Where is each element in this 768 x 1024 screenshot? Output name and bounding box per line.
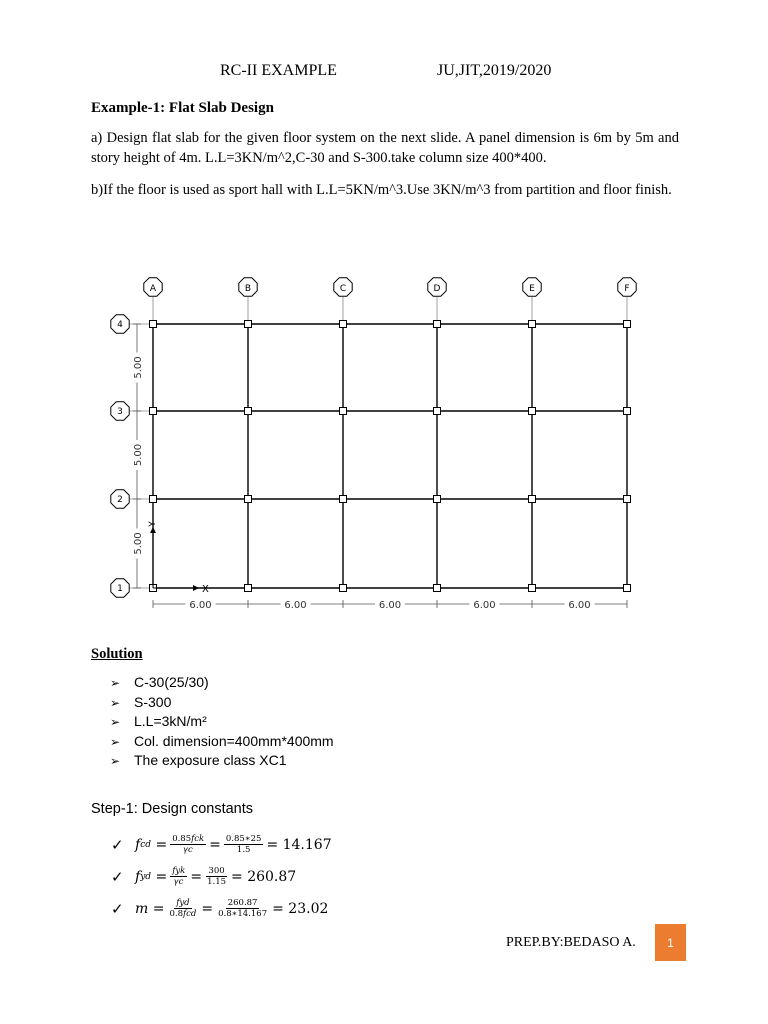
floor-grid-plan bbox=[100, 268, 660, 618]
given-data-list bbox=[110, 673, 334, 771]
column-square bbox=[434, 585, 441, 592]
column-square bbox=[245, 585, 252, 592]
grid-label-row: 3 bbox=[117, 407, 123, 417]
column-square bbox=[150, 321, 157, 328]
axis-y-label: Y bbox=[148, 521, 158, 527]
page-number-badge: 1 bbox=[655, 924, 686, 961]
dimension-label-x: 6.00 bbox=[284, 600, 307, 611]
column-square bbox=[340, 321, 347, 328]
column-square bbox=[245, 408, 252, 415]
arrow-bullet-icon: ➢ bbox=[110, 715, 121, 729]
column-square bbox=[624, 496, 631, 503]
dimension-label-y: 5.00 bbox=[133, 356, 144, 379]
dimension-label-x: 6.00 bbox=[473, 600, 496, 611]
example-title: Example-1: Flat Slab Design bbox=[91, 100, 274, 116]
problem-part-b: b)If the floor is used as sport hall with L.L=5KN/m^3.Use 3KN/m^3 from partition and floor finish. bbox=[91, 182, 672, 198]
grid-label-row: 1 bbox=[117, 584, 123, 594]
step-1-heading: Step-1: Design constants bbox=[91, 801, 254, 817]
grid-label-col: E bbox=[529, 284, 535, 294]
dimension-label-x: 6.00 bbox=[378, 600, 402, 611]
arrow-bullet-icon: ➢ bbox=[110, 676, 121, 690]
grid-label-col: F bbox=[624, 284, 630, 294]
axis-x-arrowhead bbox=[193, 585, 199, 591]
grid-label-col: A bbox=[149, 284, 157, 294]
column-square bbox=[434, 496, 441, 503]
grid-label-row: 4 bbox=[117, 320, 123, 330]
column-square bbox=[434, 321, 441, 328]
column-square bbox=[150, 496, 157, 503]
list-item: ➢ C-30(25/30) bbox=[110, 673, 334, 693]
axis-x-label: X bbox=[202, 584, 209, 595]
column-square bbox=[150, 408, 157, 415]
footer-author: PREP.BY:BEDASO A. bbox=[506, 935, 636, 950]
column-square bbox=[529, 408, 536, 415]
arrow-bullet-icon: ➢ bbox=[110, 695, 121, 710]
dimension-label-y: 5.00 bbox=[133, 443, 144, 467]
column-square bbox=[529, 321, 536, 328]
checkmark-icon: ✓ bbox=[111, 868, 124, 886]
dimension-label-x: 6.00 bbox=[568, 600, 591, 611]
checkmark-icon: ✓ bbox=[111, 900, 124, 918]
column-square bbox=[624, 321, 631, 328]
axis-y-arrowhead bbox=[150, 527, 156, 533]
column-square bbox=[624, 585, 631, 592]
arrow-bullet-icon: ➢ bbox=[110, 754, 121, 768]
column-square bbox=[529, 496, 536, 503]
column-square bbox=[529, 585, 536, 592]
column-square bbox=[624, 408, 631, 415]
grid-label-row: 2 bbox=[117, 495, 123, 505]
problem-part-a: a) Design flat slab for the given floor system on the next slide. A panel dimension is 6m by 5m and story height of 4m. L.L=3KN/m^2,C-30 and S-300.take column size 400*400. bbox=[91, 130, 679, 166]
column-square bbox=[340, 408, 347, 415]
list-item: ➢ Col. dimension=400mm*400mm bbox=[110, 732, 334, 752]
header-institution: JU,JIT,2019/2020 bbox=[437, 62, 552, 79]
column-square bbox=[245, 321, 252, 328]
column-square bbox=[434, 408, 441, 415]
solution-heading: Solution bbox=[91, 646, 143, 662]
list-item: ➢ The exposure class XC1 bbox=[110, 751, 334, 771]
grid-label-col: B bbox=[244, 284, 252, 294]
list-item: ➢ S-300 bbox=[110, 693, 334, 713]
column-square bbox=[340, 585, 347, 592]
checkmark-icon: ✓ bbox=[111, 836, 124, 854]
column-square bbox=[245, 496, 252, 503]
header-course: RC-II EXAMPLE bbox=[220, 62, 337, 79]
dimension-label-x: 6.00 bbox=[189, 600, 212, 611]
grid-label-col: D bbox=[433, 284, 441, 294]
arrow-bullet-icon: ➢ bbox=[110, 734, 121, 749]
list-item: ➢ L.L=3kN/m² bbox=[110, 712, 334, 732]
grid-label-col: C bbox=[339, 284, 347, 294]
column-square bbox=[340, 496, 347, 503]
dimension-label-y: 5.00 bbox=[133, 532, 144, 555]
